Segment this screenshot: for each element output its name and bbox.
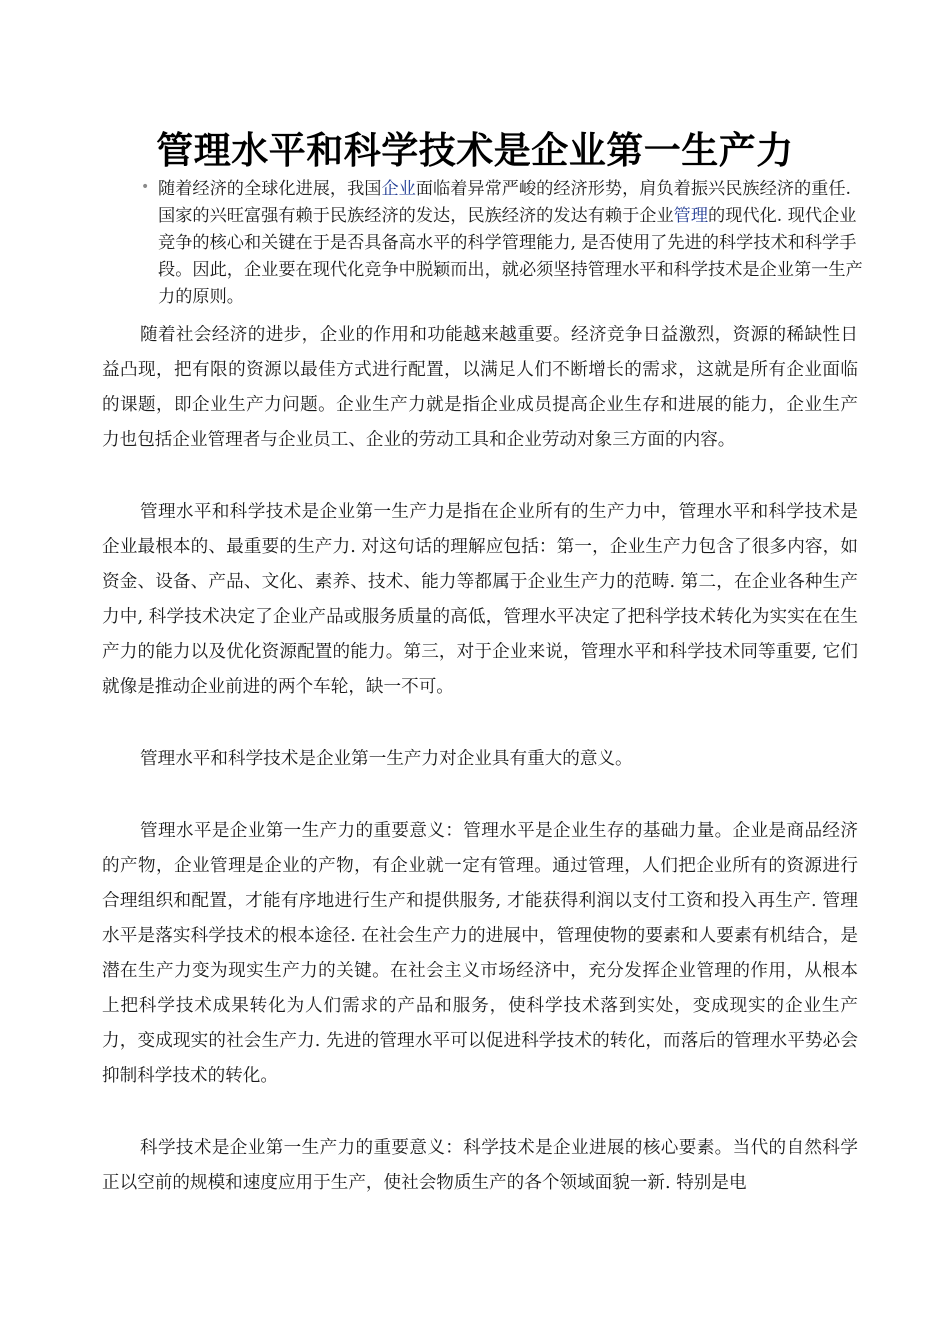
bullet-icon: • xyxy=(141,179,150,195)
document-body xyxy=(102,318,858,1238)
body-paragraph: 随着社会经济的进步，企业的作用和功能越来越重要。经济竞争日益激烈，资源的稀缺性日益凸现，把有限的资源以最佳方式进行配置，以满足人们不断增长的需求，这就是所有企业面临的课题，即企业生产力问题。企业生产力就是指企业成员提高企业生存和进展的能力，企业生产力也包括企业管理者与企业员工、企业的劳动工具和企业劳动对象三方面的内容。 xyxy=(102,325,858,450)
summary-text: 随着经济的全球化进展，我国 xyxy=(158,179,382,199)
body-paragraph: 管理水平和科学技术是企业第一生产力是指在企业所有的生产力中，管理水平和科学技术是企业最根本的、最重要的生产力. 对这句话的理解应包括：第一，企业生产力包含了很多内容，如资金、设备、产品、文化、素养、技术、能力等都属于企业生产力的范畴. 第二，在企业各种生产力中, 科学技术决定了企业产品或服务质量的高低，管理水平决定了把科学技术转化为实实在在生产力的能力以及优化资源配置的能力。第三，对于企业来说，管理水平和科学技术同等重要, 它们就像是推动企业前进的两个车轮，缺一不可。 xyxy=(102,502,858,697)
link-management[interactable]: 管理 xyxy=(673,206,709,226)
document-title: 管理水平和科学技术是企业第一生产力 xyxy=(156,129,794,172)
summary-text: 的现代化. 现代企业竞争的核心和关键在于是否具备高水平的科学管理能力, 是否使用了先进的科学技术和科学手段。因此，企业要在现代化竞争中脱颖而出，就必须坚持管理水平和科学技术是企业第一生产力的原则。 xyxy=(158,206,863,307)
body-paragraph: 科学技术是企业第一生产力的重要意义：科学技术是企业进展的核心要素。当代的自然科学正以空前的规模和速度应用于生产，使社会物质生产的各个领域面貌一新. 特别是电 xyxy=(102,1138,858,1193)
body-paragraph: 管理水平是企业第一生产力的重要意义：管理水平是企业生存的基础力量。企业是商品经济的产物，企业管理是企业的产物，有企业就一定有管理。通过管理，人们把企业所有的资源进行合理组织和配置，才能有序地进行生产和提供服务, 才能获得利润以支付工资和投入再生产. 管理水平是落实科学技术的根本途径. 在社会生产力的进展中，管理使物的要素和人要素有机结合，是潜在生产力变为现实生产力的关键。在社会主义市场经济中，充分发挥企业管理的作用，从根本上把科学技术成果转化为人们需求的产品和服务，使科学技术落到实处，变成现实的企业生产力，变成现实的社会生产力. 先进的管理水平可以促进科学技术的转化，而落后的管理水平势必会抑制科学技术的转化。 xyxy=(102,821,858,1086)
link-enterprise[interactable]: 企业 xyxy=(381,179,416,199)
body-paragraph: 管理水平和科学技术是企业第一生产力对企业具有重大的意义。 xyxy=(140,749,633,769)
summary-list-item xyxy=(158,176,863,311)
summary-text: 面临着异常严峻的经济形势，肩负着振兴民族经济的重任. 国家的兴旺富强有赖于民族经济的发达，民族经济的发达有赖于企业 xyxy=(158,179,851,226)
